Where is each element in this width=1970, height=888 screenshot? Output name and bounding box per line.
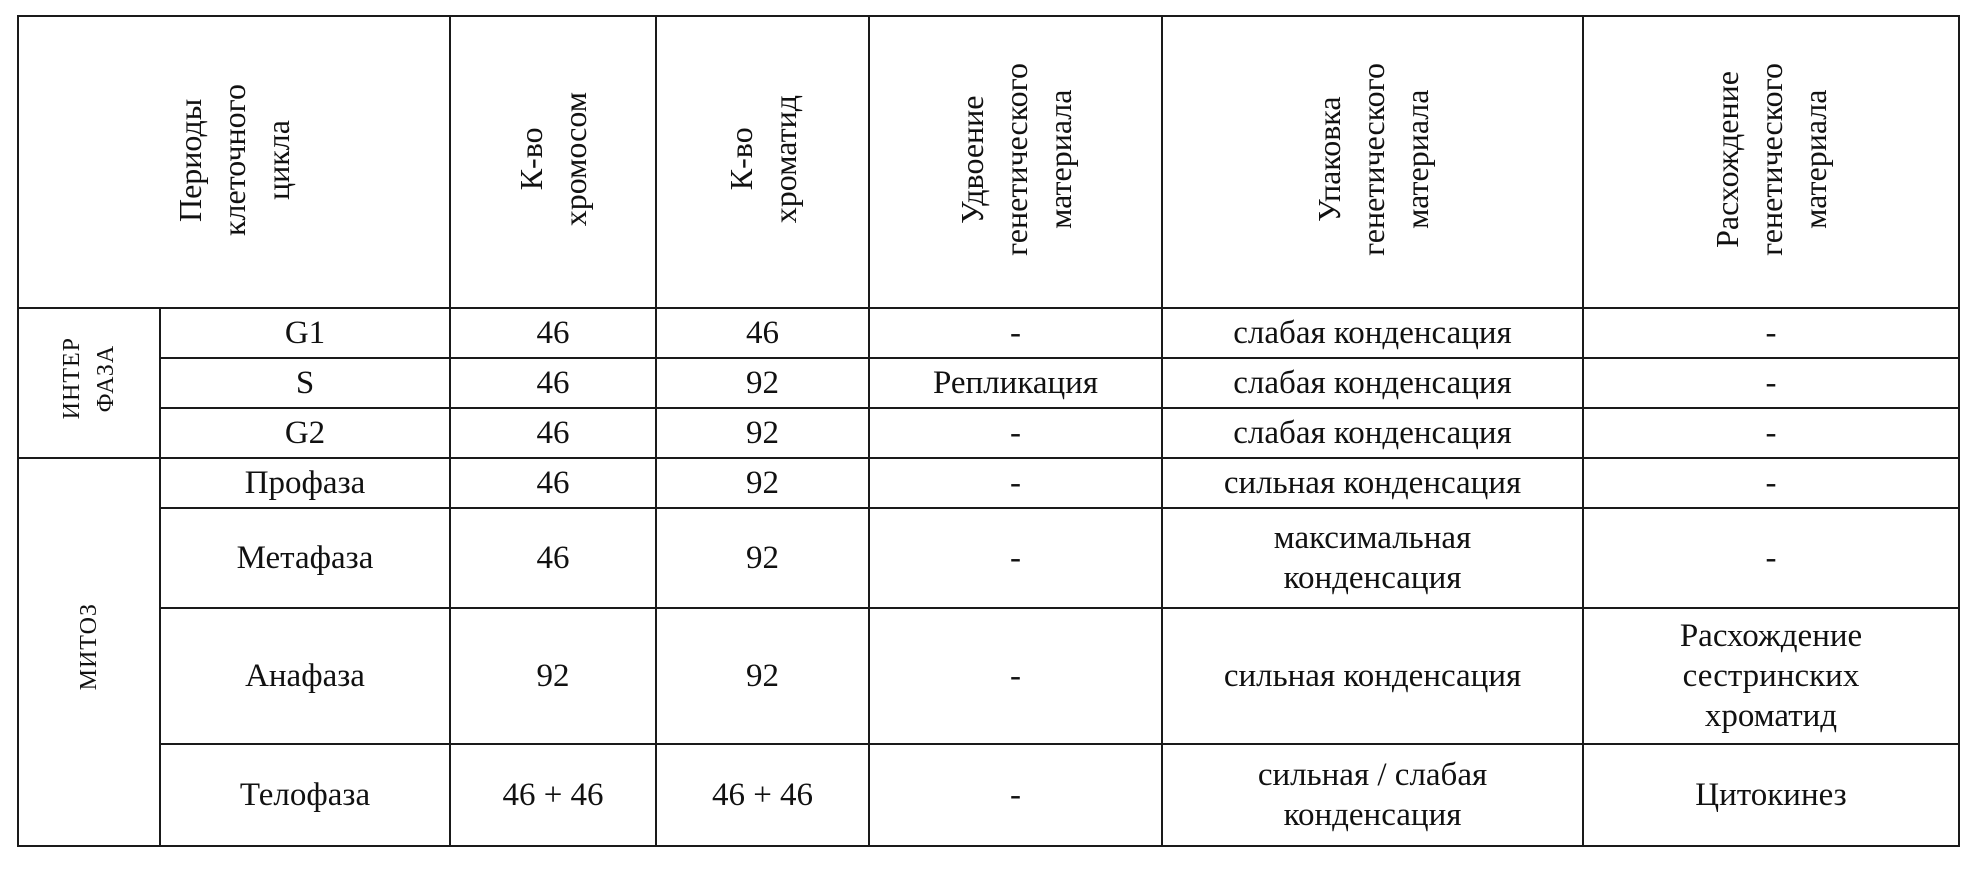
cell-cycle-table <box>17 15 1960 847</box>
cell-doubling: - <box>869 744 1162 846</box>
cell-chromatids: 92 <box>656 408 869 458</box>
cell-packing: слабая конденсация <box>1162 358 1583 408</box>
header-doubling-label: Удвоение генетического материала <box>953 63 1078 256</box>
table-row <box>18 308 1959 358</box>
cell-chromosomes: 46 <box>450 408 656 458</box>
header-packing-label: Упаковка генетического материала <box>1310 63 1435 256</box>
cell-chromatids: 92 <box>656 458 869 508</box>
cell-packing: слабая конденсация <box>1162 408 1583 458</box>
group-interphase <box>18 308 160 458</box>
cell-doubling: - <box>869 408 1162 458</box>
cell-period: Профаза <box>160 458 450 508</box>
table-row <box>18 458 1959 508</box>
cell-chromatids: 92 <box>656 358 869 408</box>
table-row <box>18 744 1959 846</box>
cell-packing: сильная конденсация <box>1162 608 1583 744</box>
header-row <box>18 16 1959 308</box>
cell-chromatids: 92 <box>656 508 869 608</box>
cell-period: Метафаза <box>160 508 450 608</box>
cell-chromosomes: 46 <box>450 458 656 508</box>
cell-chromatids: 46 <box>656 308 869 358</box>
cell-packing: слабая конденсация <box>1162 308 1583 358</box>
cell-separation: - <box>1583 508 1959 608</box>
cell-period: Анафаза <box>160 608 450 744</box>
cell-chromosomes: 46 <box>450 358 656 408</box>
header-separation-label: Расхождение генетического материала <box>1709 63 1833 256</box>
cell-doubling: - <box>869 308 1162 358</box>
cell-chromosomes: 92 <box>450 608 656 744</box>
table-row <box>18 358 1959 408</box>
header-chromosomes-label: К-во хромосом <box>513 92 593 227</box>
table-row <box>18 608 1959 744</box>
header-periods <box>18 16 450 308</box>
header-chromatids-label: К-во хроматид <box>722 95 803 224</box>
cell-doubling: - <box>869 608 1162 744</box>
header-chromosomes <box>450 16 656 308</box>
table-row <box>18 408 1959 458</box>
cell-separation: - <box>1583 358 1959 408</box>
cell-separation: - <box>1583 308 1959 358</box>
header-doubling <box>869 16 1162 308</box>
cell-separation: - <box>1583 458 1959 508</box>
cell-doubling: - <box>869 458 1162 508</box>
group-mitosis-label: МИТОЗ <box>76 603 102 691</box>
cell-packing: сильная конденсация <box>1162 458 1583 508</box>
cell-chromatids: 46 + 46 <box>656 744 869 846</box>
header-packing <box>1162 16 1583 308</box>
cell-chromosomes: 46 + 46 <box>450 744 656 846</box>
cell-packing: сильная / слабая конденсация <box>1162 744 1583 846</box>
cell-period: S <box>160 358 450 408</box>
cell-separation: Расхождение сестринских хроматид <box>1583 608 1959 744</box>
cell-period: G2 <box>160 408 450 458</box>
header-separation <box>1583 16 1959 308</box>
cell-packing: максимальная конденсация <box>1162 508 1583 608</box>
cell-doubling: Репликация <box>869 358 1162 408</box>
header-chromatids <box>656 16 869 308</box>
cell-doubling: - <box>869 508 1162 608</box>
header-periods-label: Периоды клеточного цикла <box>172 83 296 236</box>
cell-period: Телофаза <box>160 744 450 846</box>
group-interphase-label: ИНТЕР ФАЗА <box>59 336 119 420</box>
cell-chromosomes: 46 <box>450 508 656 608</box>
cell-separation: Цитокинез <box>1583 744 1959 846</box>
cell-period: G1 <box>160 308 450 358</box>
table-row <box>18 508 1959 608</box>
cell-separation: - <box>1583 408 1959 458</box>
group-mitosis <box>18 458 160 846</box>
cell-chromatids: 92 <box>656 608 869 744</box>
cell-chromosomes: 46 <box>450 308 656 358</box>
